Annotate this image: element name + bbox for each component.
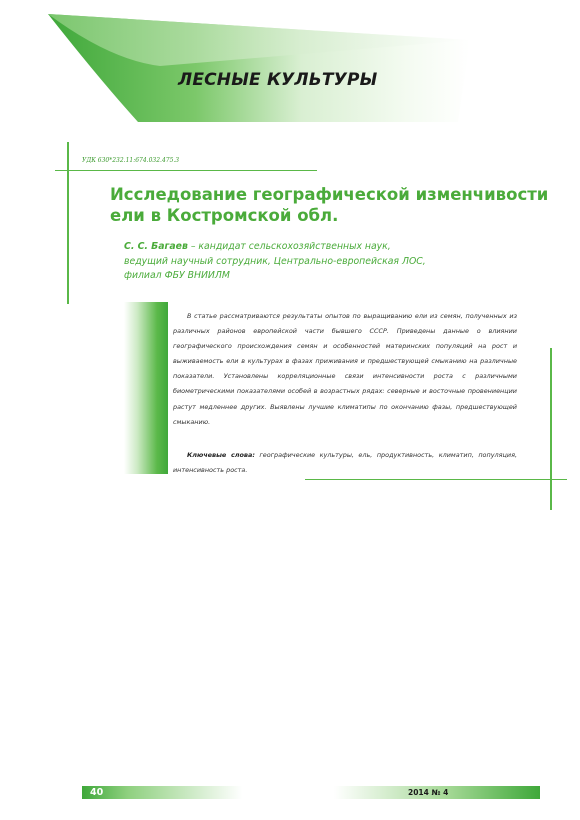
issue-number: 2014 № 4 xyxy=(408,788,449,797)
section-title: ЛЕСНЫЕ КУЛЬТУРЫ xyxy=(178,70,378,90)
keywords-label: Ключевые слова: xyxy=(187,451,255,459)
udk-horizontal-rule xyxy=(55,170,317,171)
author-line-1 xyxy=(124,240,524,255)
abstract-text: В статье рассматриваются результаты опытов по выращиванию ели из семян, полученных из различных районов европейской части бывшего СССР. Приведены данные о влиянии географического происхождения семян и особенностей материнских популяций на рост и выживаемость ели в культурах в фазах приживания и предшествующей смыканию на различные показатели. Установлены корреляционные связи интенсивности роста с различными биометрическими показателями особей в возрастных рядах: северные и восточные провениенции растут медленнее других. Выявлены лучшие климатипы по окончанию фазы, предшествующей смыканию. xyxy=(173,312,517,426)
page-number: 40 xyxy=(90,787,104,798)
keywords-text: географические культуры, ель, продуктивность, климатип, популяция, интенсивность роста. xyxy=(173,451,517,475)
author-info xyxy=(124,240,524,284)
udk-code: УДК 630*232.11:674.032.475.3 xyxy=(82,157,180,164)
right-horizontal-rule xyxy=(305,479,567,480)
author-degree: – кандидат сельскохозяйственных наук, xyxy=(187,241,391,252)
author-line-2: ведущий научный сотрудник, Центрально-европейская ЛОС, xyxy=(124,255,426,267)
right-vertical-rule xyxy=(550,348,552,510)
keywords-paragraph xyxy=(173,448,517,478)
footer-bar xyxy=(82,786,540,799)
header-banner xyxy=(0,0,580,130)
left-vertical-rule xyxy=(67,142,69,304)
abstract-gradient-bar xyxy=(124,302,168,474)
article-title xyxy=(110,184,550,226)
title-line-1: Исследование географической изменчивости xyxy=(110,185,549,204)
title-line-2: ели в Костромской обл. xyxy=(110,206,339,225)
author-line-3: филиал ФБУ ВНИИЛМ xyxy=(124,270,230,281)
author-name: С. С. Багаев xyxy=(124,241,188,252)
